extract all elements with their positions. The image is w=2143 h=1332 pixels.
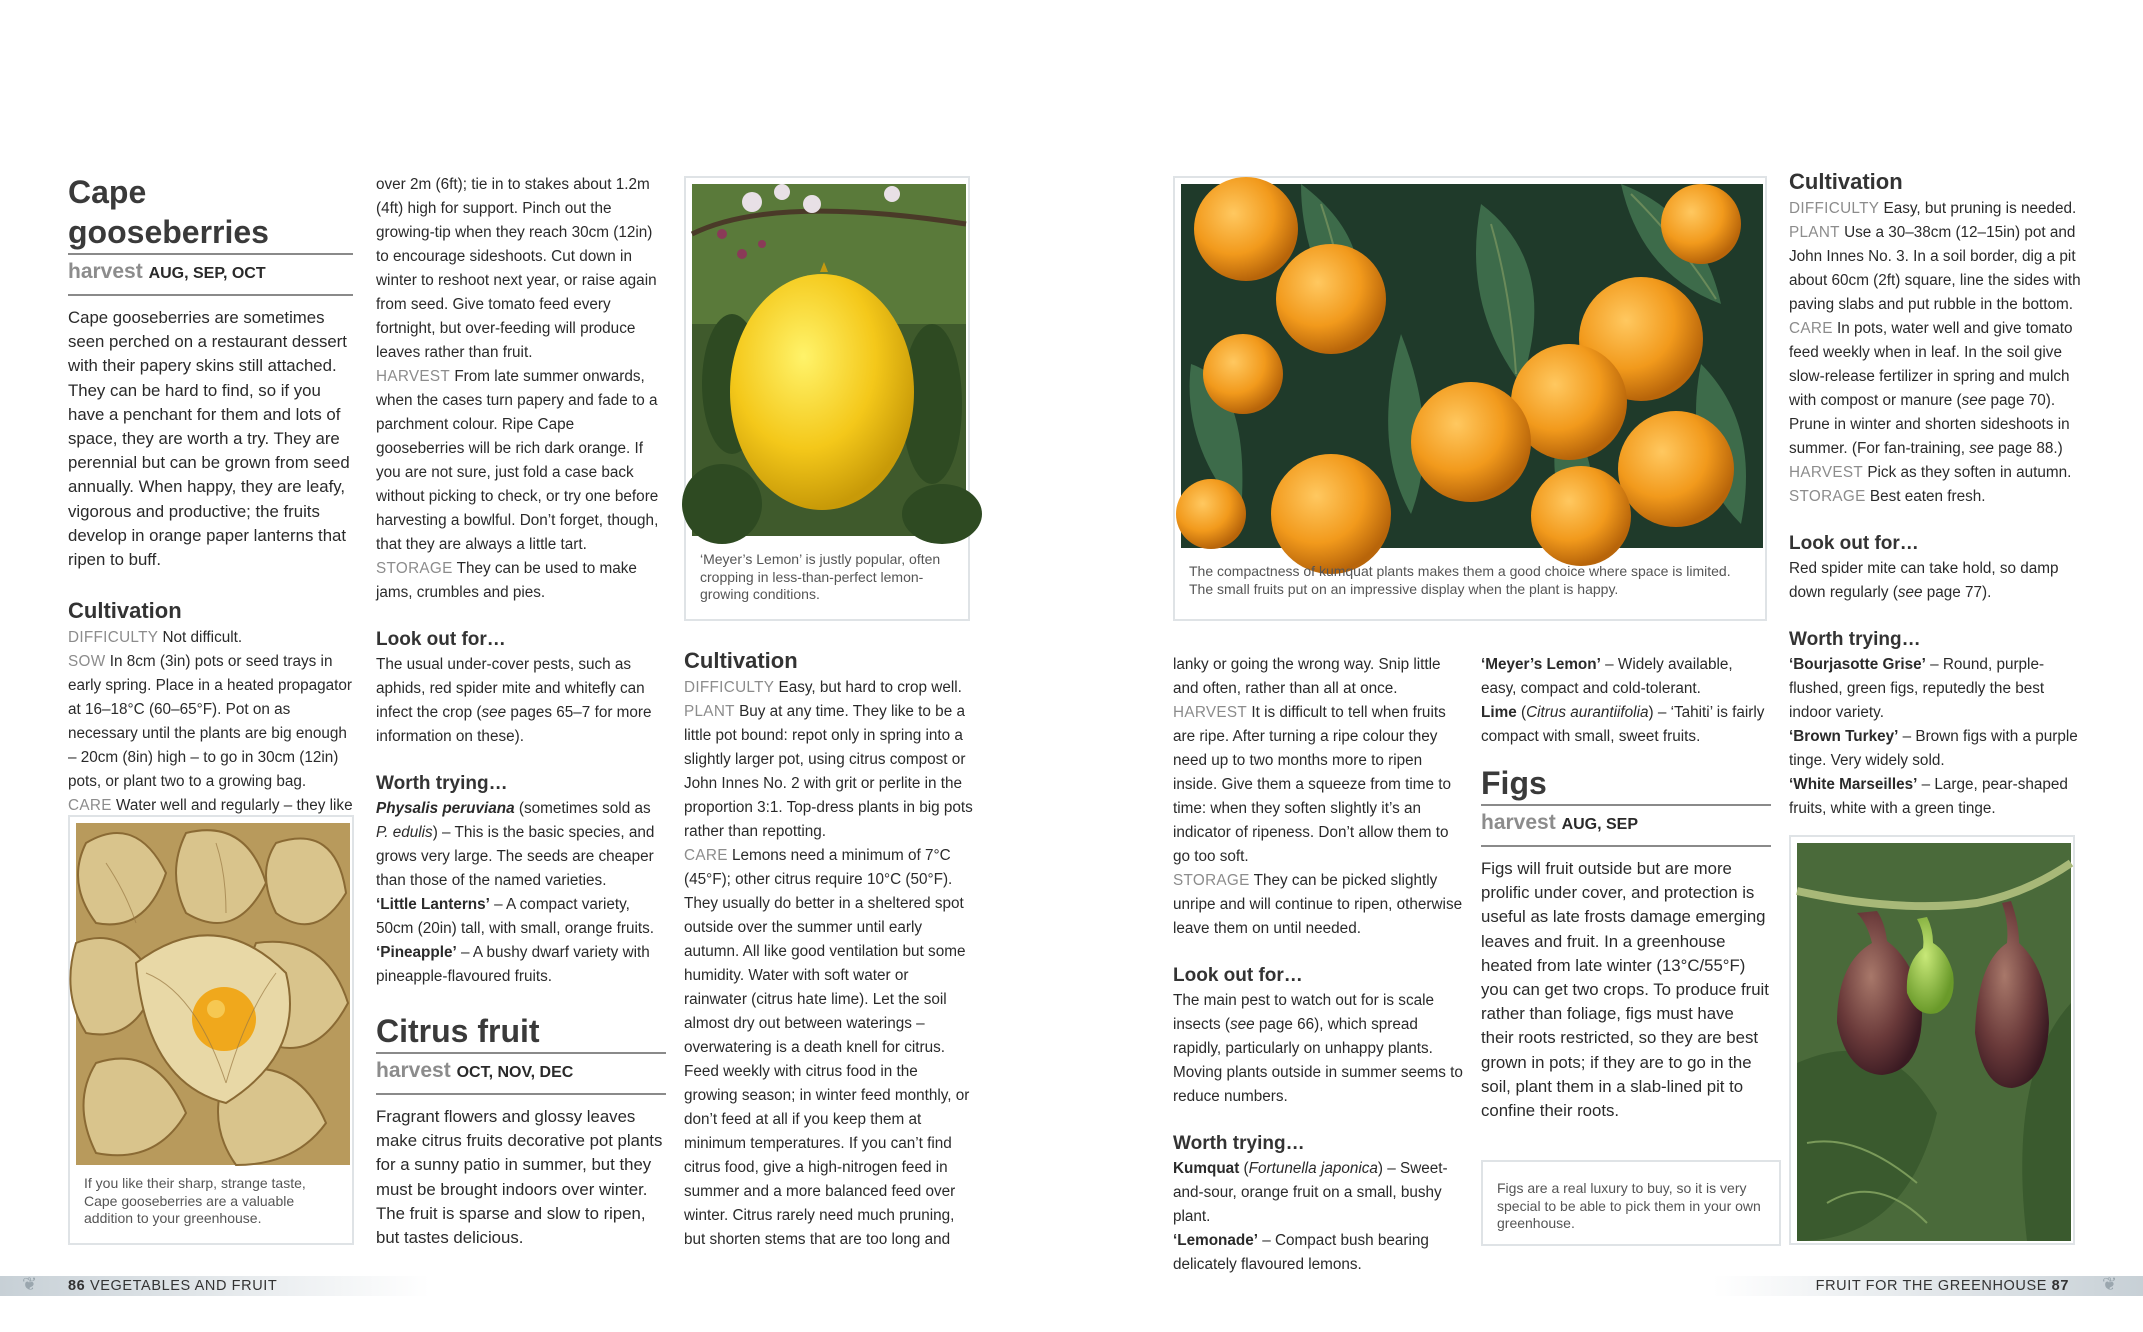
figs-worth-bourjasotte: ‘Bourjasotte Grise’ – Round, purple-flushed, green figs, reputedly the best indoor variety. xyxy=(1789,656,2045,721)
cape-worth-heading: Worth trying… xyxy=(376,773,508,794)
kumquat-photo xyxy=(1181,184,1759,548)
figs-title: Figs xyxy=(1481,763,1771,806)
cape-caption: If you like their sharp, strange taste, Cape gooseberries are a valuable addition to your greenhouse. xyxy=(84,1175,306,1226)
citrus-lookout-text: The main pest to watch out for is scale insects (see page 66), which spread rapidly, particularly on unhappy plants. Moving plants outside in summer seems to reduce numbers. xyxy=(1173,992,1463,1105)
citrus-worth-kumquat: Kumquat (Fortunella japonica) – Sweet-and-sour, orange fruit on a small, bushy plant. xyxy=(1173,1160,1448,1225)
citrus-harvest-line xyxy=(376,1054,666,1095)
citrus-storage: STORAGE They can be picked slightly unripe and will continue to ripen, otherwise leave them on until needed. xyxy=(1173,872,1463,937)
citrus-care-start: CARE Lemons need a minimum of 7°C (45°F); other citrus require 10°C (50°F). They usually do better in a sheltered spot outside over the summer until early autumn. All like good ventilation but some humidity. Water with soft water or rainwater (citrus hate lime). Let the soil almost dry out between waterings – overwatering is a death knell for citrus. Feed weekly with citrus food in the growing season; in winter feed monthly, or don’t feed at all if you keep them at minimum temperatures. If you can’t find citrus food, give a high-nitrogen feed in summer and a more balanced feed over winter. Citrus rarely need much pruning, but shorten stems that are too long and xyxy=(684,847,970,1248)
figs-care: CARE In pots, water well and give tomato feed weekly when in leaf. In the soil give slow-release fertilizer in spring and mulch with compost or manure (see page 70). Prune in winter and shorten sideshoots in summer. (For fan-training, see page 88.) xyxy=(1789,320,2073,457)
cape-worth-physalis: Physalis peruviana (sometimes sold as P. edulis) – This is the basic species, and grows very large. The seeds are cheaper than those of the named varieties. xyxy=(376,800,655,889)
cape-sow: SOW In 8cm (3in) pots or seed trays in early spring. Place in a heated propagator at 16–18°C (60–65°F). Pot on as necessary until the plants are big enough – 20cm (8in) high – to go in 30cm (12in) pots, or plant two to a growing bag. xyxy=(68,653,353,791)
citrus-plant: PLANT Buy at any time. They like to be a little pot bound: repot only in spring into a slightly larger pot, using citrus compost or John Innes No. 2 with grit or perlite in the proportion 3:1. Top-dress plants in big pots rather than repotting. xyxy=(684,703,973,840)
cape-storage: STORAGE They can be used to make jams, crumbles and pies. xyxy=(376,560,637,601)
citrus-harvest: HARVEST It is difficult to tell when fruits are ripe. After turning a ripe colour they need up to two months more to ripen inside. Give them a squeeze from time to time: when they soften slightly it’s an indicator of ripeness. Don’t allow them to go too soft. xyxy=(1173,704,1452,865)
citrus-worth-heading: Worth trying… xyxy=(1173,1133,1305,1154)
cape-intro: Cape gooseberries are sometimes seen perched on a restaurant dessert with their papery skins still attached. They can be hard to find, so if you have a penchant for them and lots of space, they are worth a try. They are perennial but can be grown from seed annually. When happy, they are leafy, vigorous and productive; the fruits develop in orange paper lanterns that ripen to buff. xyxy=(68,308,350,570)
citrus-worth-lemonade: ‘Lemonade’ – Compact bush bearing delicately flavoured lemons. xyxy=(1173,1232,1429,1273)
harvest-label: harvest xyxy=(68,260,143,283)
column-4 xyxy=(1173,653,1463,1277)
cape-cultivation-heading: Cultivation xyxy=(68,598,182,624)
figs-lookout-text: Red spider mite can take hold, so damp down regularly (see page 77). xyxy=(1789,560,2059,601)
cape-care-start: CARE Water well and regularly – they like xyxy=(68,797,353,815)
leaf-ornament-icon: ❦ xyxy=(2102,1274,2118,1294)
kumquat-caption: The compactness of kumquat plants makes them a good choice where space is limited. The small fruits put on an impressive display when the plant is happy. xyxy=(1189,563,1731,597)
cape-lookout-heading: Look out for… xyxy=(376,629,506,650)
harvest-months: AUG, SEP xyxy=(1561,816,1639,833)
harvest-months: AUG, SEP, OCT xyxy=(148,265,266,282)
figs-photo-frame xyxy=(1789,835,2075,1245)
figs-harvest-line xyxy=(1481,806,1771,847)
citrus-cultivation-heading: Cultivation xyxy=(684,648,798,673)
figs-caption: Figs are a real luxury to buy, so it is very special to be able to pick them in your own greenhouse. xyxy=(1497,1180,1761,1231)
cape-difficulty: DIFFICULTY Not difficult. xyxy=(68,629,243,647)
figs-difficulty: DIFFICULTY Easy, but pruning is needed. xyxy=(1789,200,2077,217)
column-2 xyxy=(376,173,666,1250)
figs-storage: STORAGE Best eaten fresh. xyxy=(1789,488,1986,505)
column-3 xyxy=(684,646,974,1248)
cape-worth-little-lanterns: ‘Little Lanterns’ – A compact variety, 50cm (20in) tall, with small, orange fruits. xyxy=(376,896,654,937)
cape-gooseberry-photo-frame xyxy=(68,815,354,1245)
column-6 xyxy=(1789,167,2089,821)
lemon-photo xyxy=(692,184,962,536)
cape-gooseberry-photo xyxy=(76,823,346,1165)
cape-worth-pineapple: ‘Pineapple’ – A bushy dwarf variety with pineapple-flavoured fruits. xyxy=(376,944,650,985)
harvest-label: harvest xyxy=(1481,811,1556,834)
figs-caption-frame xyxy=(1481,1160,1781,1246)
figs-worth-heading: Worth trying… xyxy=(1789,629,1921,650)
column-1 xyxy=(68,172,353,842)
column-5 xyxy=(1481,653,1771,1123)
leaf-ornament-icon: ❦ xyxy=(22,1274,38,1294)
figs-photo xyxy=(1797,843,2067,1237)
figs-cultivation-heading: Cultivation xyxy=(1789,169,1903,194)
citrus-care-continued: lanky or going the wrong way. Snip little and often, rather than all at once. xyxy=(1173,656,1441,697)
citrus-difficulty: DIFFICULTY Easy, but hard to crop well. xyxy=(684,679,962,696)
figs-worth-white-marseilles: ‘White Marseilles’ – Large, pear-shaped fruits, white with a green tinge. xyxy=(1789,776,2068,817)
cape-harvest-line xyxy=(68,255,353,296)
figs-lookout-heading: Look out for… xyxy=(1789,533,1919,554)
citrus-worth-lime: Lime (Citrus aurantiifolia) – ‘Tahiti’ is fairly compact with small, sweet fruits. xyxy=(1481,704,1765,745)
lemon-caption: ‘Meyer’s Lemon’ is justly popular, often cropping in less-than-perfect lemon-growing conditions. xyxy=(700,551,941,602)
figs-harvest: HARVEST Pick as they soften in autumn. xyxy=(1789,464,2072,481)
kumquat-photo-frame xyxy=(1173,176,1767,621)
lemon-photo-frame xyxy=(684,176,970,621)
figs-intro: Figs will fruit outside but are more prolific under cover, and protection is useful as late frosts damage emerging leaves and fruit. In a greenhouse heated from late winter (13°C/55°F) you can get two crops. To produce fruit rather than foliage, figs must have their roots restricted, so they are best grown in pots; if they are to go in the soil, plant them in a slab-lined pit to confine their roots. xyxy=(1481,859,1769,1121)
harvest-months: OCT, NOV, DEC xyxy=(456,1064,574,1081)
citrus-title: Citrus fruit xyxy=(376,1011,666,1054)
citrus-lookout-heading: Look out for… xyxy=(1173,965,1303,986)
citrus-intro: Fragrant flowers and glossy leaves make citrus fruits decorative pot plants for a sunny patio in summer, but they must be brought indoors over winter. The fruit is sparse and slow to ripen, but tastes delicious. xyxy=(376,1107,663,1248)
right-folio: FRUIT FOR THE GREENHOUSE 87 xyxy=(1815,1278,2069,1294)
harvest-label: harvest xyxy=(376,1059,451,1082)
left-folio: 86 VEGETABLES AND FRUIT xyxy=(68,1278,278,1294)
cape-title: Cape gooseberries xyxy=(68,172,353,255)
figs-worth-brown-turkey: ‘Brown Turkey’ – Brown figs with a purple tinge. Very widely sold. xyxy=(1789,728,2078,769)
cape-harvest: HARVEST From late summer onwards, when the cases turn papery and fade to a parchment colour. Ripe Cape gooseberries will be rich dark orange. If you are not sure, just fold a case back without picking to check, or try one before harvesting a bowlful. Don’t forget, though, that they are always a little tart. xyxy=(376,368,659,553)
cape-care-continued: over 2m (6ft); tie in to stakes about 1.2m (4ft) high for support. Pinch out the growing-tip when they reach 30cm (12in) to encourage sideshoots. Cut down in winter to reshoot next year, or raise again from seed. Give tomato feed every fortnight, but over-feeding will produce leaves rather than fruit. xyxy=(376,176,657,361)
figs-plant: PLANT Use a 30–38cm (12–15in) pot and John Innes No. 3. In a soil border, dig a pit about 60cm (2ft) square, line the sides with paving slabs and put rubble in the bottom. xyxy=(1789,224,2081,313)
citrus-worth-meyers: ‘Meyer’s Lemon’ – Widely available, easy, compact and cold-tolerant. xyxy=(1481,656,1733,697)
cape-lookout-text: The usual under-cover pests, such as aphids, red spider mite and whitefly can infect the crop (see pages 65–7 for more information on these). xyxy=(376,656,652,745)
